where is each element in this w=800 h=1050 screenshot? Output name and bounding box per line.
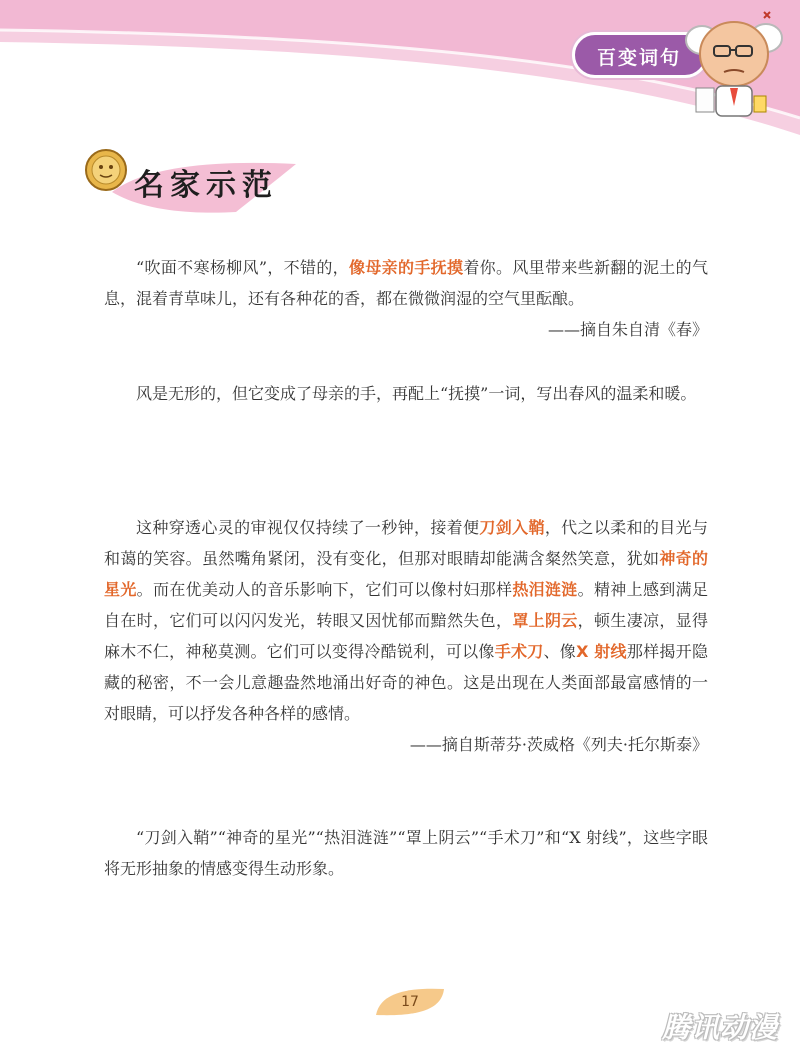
example-1-quote: “吹面不寒杨柳风”，不错的，像母亲的手抚摸着你。风里带来些新翻的泥土的气息，混着青草味儿，还有各种花的香，都在微微润湿的空气里酝酿。 ——摘自朱自清《春》 (104, 252, 708, 345)
highlight-phrase: 像母亲的手抚摸 (349, 258, 464, 277)
example-2-source: ——摘自斯蒂芬·茨威格《列夫·托尔斯泰》 (409, 735, 708, 754)
example-1-source: ——摘自朱自清《春》 (547, 320, 708, 339)
example-2-quote: 这种穿透心灵的审视仅仅持续了一秒钟，接着便刀剑入鞘，代之以柔和的目光与和蔼的笑容。虽然嘴角紧闭，没有变化，但那对眼睛却能满含粲然笑意，犹如神奇的星光。而在优美动人的音乐影响下，它们可以像村妇那样热泪涟涟。精神上感到满足自在时，它们可以闪闪发光，转眼又因忧郁而黯然失色，罩上阴云，顿生凄凉，显得麻木不仁，神秘莫测。它们可以变得冷酷锐利，可以像手术刀、像X 射线那样揭开隐藏的秘密，不一会儿意趣盎然地涌出好奇的神色。这是出现在人类面部最富感情的一对眼睛，可以抒发各种各样的感情。 ——摘自斯蒂芬·茨威格《列夫·托尔斯泰》 (104, 512, 708, 760)
section-title: 名家示范 (134, 168, 278, 203)
highlight-phrase: 罩上阴云 (512, 611, 578, 630)
highlight-phrase: 热泪涟涟 (512, 580, 578, 599)
highlight-phrase: X 射线 (576, 642, 627, 661)
highlight-phrase: 神奇的星光 (104, 549, 708, 599)
example-2-comment: “刀剑入鞘”“神奇的星光”“热泪涟涟”“罩上阴云”“手术刀”和“X 射线”，这些字眼将无形抽象的情感变得生动形象。 (104, 828, 708, 878)
coin-face-icon (84, 148, 128, 192)
highlight-phrase: 手术刀 (494, 642, 544, 661)
watermark-logo: 腾讯动漫 (662, 1011, 779, 1044)
highlight-phrase: 刀剑入鞘 (479, 518, 545, 537)
page-number: 17 (401, 994, 419, 1010)
example-1-comment: 风是无形的，但它变成了母亲的手，再配上“抚摸”一词，写出春风的温柔和暖。 (136, 384, 697, 403)
chapter-badge: 百变词句 (572, 32, 708, 78)
professor-mascot-icon (680, 8, 790, 120)
